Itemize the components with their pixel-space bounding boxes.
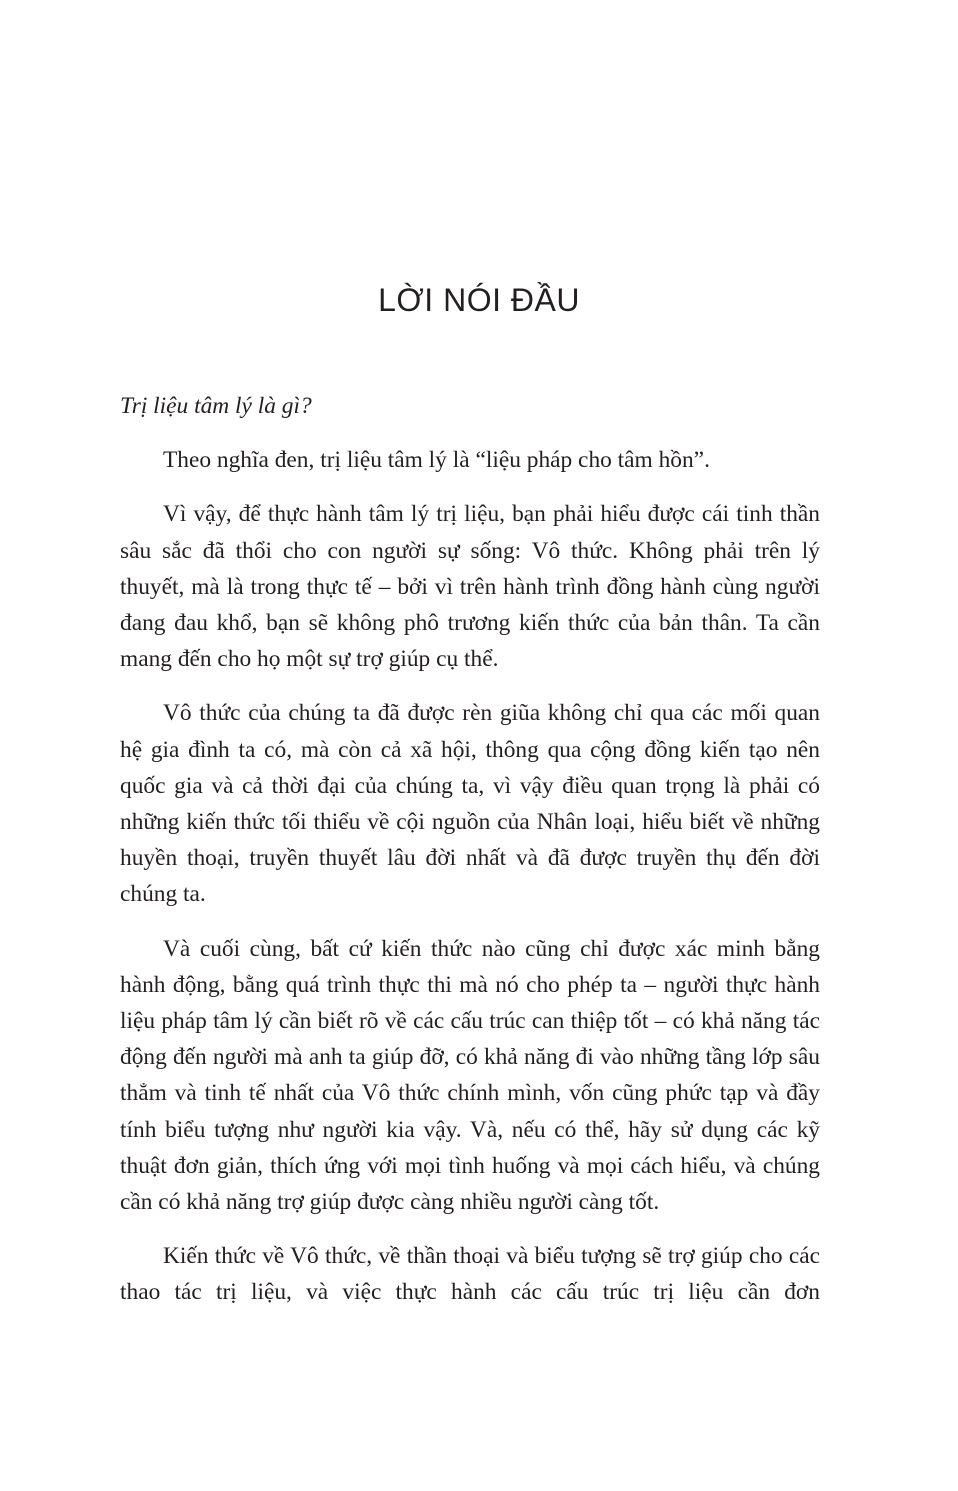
paragraph: Theo nghĩa đen, trị liệu tâm lý là “liệu pháp cho tâm hồn”. — [163, 447, 710, 474]
body-text — [120, 388, 820, 1311]
paragraph: Vì vậy, để thực hành tâm lý trị liệu, bạn phải hiểu được cái tinh thần sâu sắc đã thổi cho con người sự sống: Vô thức. Không phải trên lý thuyết, mà là trong thực tế – bởi vì trên hành trình đồng hành cùng người đang đau khổ, bạn sẽ không phô trương kiến thức của bản thân. Ta cần mang đến cho họ một sự trợ giúp cụ thể. — [120, 501, 820, 673]
paragraph-continued: Kiến thức về Vô thức, về thần thoại và biểu tượng sẽ trợ giúp cho các thao tác trị liệu, và việc thực hành các cấu trúc trị liệu cần đơn — [120, 1243, 820, 1306]
chapter-title: LỜI NÓI ĐẦU — [378, 282, 580, 318]
paragraph: Và cuối cùng, bất cứ kiến thức nào cũng chỉ được xác minh bằng hành động, bằng quá trình thực thi mà nó cho phép ta – người thực hành liệu pháp tâm lý cần biết rõ về các cấu trúc can thiệp tốt – có khả năng tác động đến người mà anh ta giúp đỡ, có khả năng đi vào những tầng lớp sâu thẳm và tinh tế nhất của Vô thức chính mình, vốn cũng phức tạp và đầy tính biểu tượng như người kia vậy. Và, nếu có thể, hãy sử dụng các kỹ thuật đơn giản, thích ứng với mọi tình huống và mọi cách hiểu, và chúng cần có khả năng trợ giúp được càng nhiều người càng tốt. — [120, 935, 820, 1216]
section-subtitle: Trị liệu tâm lý là gì? — [120, 393, 312, 419]
paragraph: Vô thức của chúng ta đã được rèn giũa không chỉ qua các mối quan hệ gia đình ta có, mà còn cả xã hội, thông qua cộng đồng kiến tạo nên quốc gia và cả thời đại của chúng ta, vì vậy điều quan trọng là phải có những kiến thức tối thiểu về cội nguồn của Nhân loại, hiểu biết về những huyền thoại, truyền thuyết lâu đời nhất và đã được truyền thụ đến đời chúng ta. — [120, 700, 820, 908]
